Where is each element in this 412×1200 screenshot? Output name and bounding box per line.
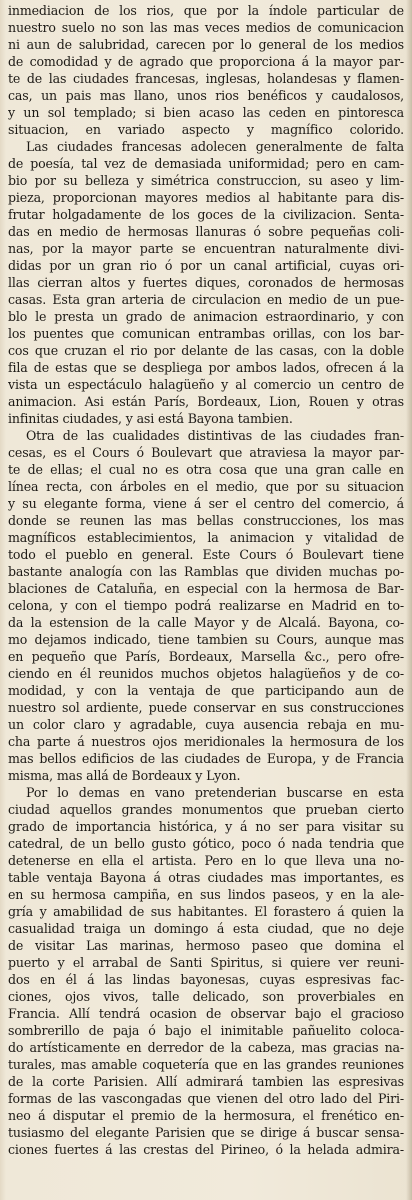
text-line: y su elegante forma, viene á ser el centro del comercio, á: [8, 496, 404, 511]
text-line: Las ciudades francesas adolecen generalmente de falta: [26, 139, 404, 154]
text-line: neo á disputar el premio de la hermosura, el frenético en-: [8, 1108, 404, 1123]
text-line: Por lo demas en vano pretenderian buscarse en esta: [26, 785, 404, 800]
text-line: das en medio de hermosas llanuras ó sobre pequeñas coli-: [8, 224, 404, 239]
text-line: nas, por la mayor parte se encuentran naturalmente divi-: [8, 241, 404, 256]
text-line: formas de las vascongadas que vienen del otro lado del Piri-: [8, 1091, 404, 1106]
text-line: ciendo en él reunidos muchos objetos halagüeños y de co-: [8, 666, 404, 681]
text-line: ciones, ojos vivos, talle delicado, son proverbiales en: [8, 989, 404, 1004]
text-line: detenerse en ella el artista. Pero en lo que lleva una no-: [8, 853, 404, 868]
text-line: puerto y el arrabal de Santi Spiritus, si quiere ver reuni-: [8, 955, 404, 970]
text-line: inmediacion de los rios, que por la índole particular de: [8, 3, 404, 18]
text-line: fila de estas que se despliega por ambos lados, ofrecen á la: [8, 360, 404, 375]
text-line: gría y amabilidad de sus habitantes. El forastero á quien la: [8, 904, 404, 919]
text-line: table ventaja Bayona á otras ciudades mas importantes, es: [8, 870, 404, 885]
text-line: de comodidad y de agrado que proporciona á la mayor par-: [8, 54, 404, 69]
text-line: un color claro y agradable, cuya ausencia rebaja en mu-: [8, 717, 404, 732]
text-line: vista un espectáculo halagüeño y al comercio un centro de: [8, 377, 404, 392]
text-line: nuestro sol ardiente, puede conservar en sus construcciones: [8, 700, 404, 715]
text-line: pieza, proporcionan mayores medios al habitante para dis-: [8, 190, 404, 205]
text-line: de visitar Las marinas, hermoso paseo que domina el: [8, 938, 404, 953]
text-line: mo dejamos indicado, tiene tambien su Cours, aunque mas: [8, 632, 404, 647]
text-line: todo el pueblo en general. Este Cours ó Boulevart tiene: [8, 547, 404, 562]
text-line: cos que cruzan el rio por delante de las casas, con la doble: [8, 343, 404, 358]
text-line: casas. Esta gran arteria de circulacion en medio de un pue-: [8, 292, 404, 307]
text-line: frutar holgadamente de los goces de la civilizacion. Senta-: [8, 207, 404, 222]
text-line: celona, y con el tiempo podrá realizarse en Madrid en to-: [8, 598, 404, 613]
text-line: y un sol templado; si bien acaso las ceden en pintoresca: [8, 105, 404, 120]
text-line: mas bellos edificios de las ciudades de Europa, y de Francia: [8, 751, 404, 766]
text-line: cesas, es el Cours ó Boulevart que atraviesa la mayor par-: [8, 445, 404, 460]
text-line: ciones fuertes á las crestas del Pirineo, ó la helada admira-: [8, 1142, 404, 1157]
text-line: cas, un pais mas llano, unos rios benéficos y caudalosos,: [8, 88, 404, 103]
text-line: blaciones de Cataluña, en especial con la hermosa de Bar-: [8, 581, 404, 596]
text-line: de la corte Parisien. Allí admirará tambien las espresivas: [8, 1074, 404, 1089]
text-line: do artísticamente en derredor de la cabeza, mas gracias na-: [8, 1040, 404, 1055]
text-line: dos en él á las lindas bayonesas, cuyas espresivas fac-: [8, 972, 404, 987]
text-line: en pequeño que París, Bordeaux, Marsella &c., pero ofre-: [8, 649, 404, 664]
text-line: tusiasmo del elegante Parisien que se dirige á buscar sensa-: [8, 1125, 404, 1140]
text-line: turales, mas amable coquetería que en las grandes reuniones: [8, 1057, 404, 1072]
text-line: casualidad traiga un domingo á esta ciudad, que no deje: [8, 921, 404, 936]
text-line: didas por un gran rio ó por un canal artificial, cuyas ori-: [8, 258, 404, 273]
article-paragraph: [8, 138, 404, 427]
text-line: línea recta, con árboles en el medio, que por su situacion: [8, 479, 404, 494]
text-line: infinitas ciudades, y asi está Bayona tambien.: [8, 411, 293, 426]
text-line: nuestro suelo no son las mas veces medios de comunicacion: [8, 20, 404, 35]
text-line: de poesía, tal vez de demasiada uniformidad; pero en cam-: [8, 156, 404, 171]
text-line: donde se reunen las mas bellas construcciones, los mas: [8, 513, 404, 528]
article-column: [8, 2, 404, 1158]
article-paragraph: [8, 2, 404, 138]
text-line: te de ellas; el cual no es otra cosa que una gran calle en: [8, 462, 404, 477]
text-line: bio por su belleza y simétrica construccion, su aseo y lim-: [8, 173, 404, 188]
text-line: ni aun de salubridad, carecen por lo general de los medios: [8, 37, 404, 52]
text-line: llas cierran altos y fuertes diques, coronados de hermosas: [8, 275, 404, 290]
text-line: Otra de las cualidades distintivas de las ciudades fran-: [26, 428, 404, 443]
text-line: sombrerillo de paja ó bajo el inimitable pañuelito coloca-: [8, 1023, 404, 1038]
text-line: te de las ciudades francesas, inglesas, holandesas y flamen-: [8, 71, 404, 86]
text-line: grado de importancia histórica, y á no ser para visitar su: [8, 819, 404, 834]
text-line: ciudad aquellos grandes monumentos que prueban cierto: [8, 802, 404, 817]
text-line: bastante analogía con las Ramblas que dividen muchas po-: [8, 564, 404, 579]
text-line: cha parte á nuestros ojos meridionales la hermosura de los: [8, 734, 404, 749]
text-line: los puentes que comunican entrambas orillas, con los bar-: [8, 326, 404, 341]
page-edge-shadow: [406, 0, 412, 1200]
text-line: en su hermosa campiña, en sus lindos paseos, y en la ale-: [8, 887, 404, 902]
article-paragraph: [8, 784, 404, 1158]
text-line: blo le presta un grado de animacion estraordinario, y con: [8, 309, 404, 324]
text-line: misma, mas allá de Bordeaux y Lyon.: [8, 768, 241, 783]
text-line: magníficos establecimientos, la animacion y vitalidad de: [8, 530, 404, 545]
text-line: modidad, y con la ventaja de que participando aun de: [8, 683, 404, 698]
text-line: animacion. Asi están París, Bordeaux, Lion, Rouen y otras: [8, 394, 404, 409]
text-line: Francia. Allí tendrá ocasion de observar bajo el gracioso: [8, 1006, 404, 1021]
article-paragraph: [8, 427, 404, 784]
text-line: situacion, en variado aspecto y magnífico colorido.: [8, 122, 404, 137]
text-line: catedral, de un bello gusto gótico, poco ó nada tendria que: [8, 836, 404, 851]
text-line: da la estension de la calle Mayor y de Alcalá. Bayona, co-: [8, 615, 404, 630]
